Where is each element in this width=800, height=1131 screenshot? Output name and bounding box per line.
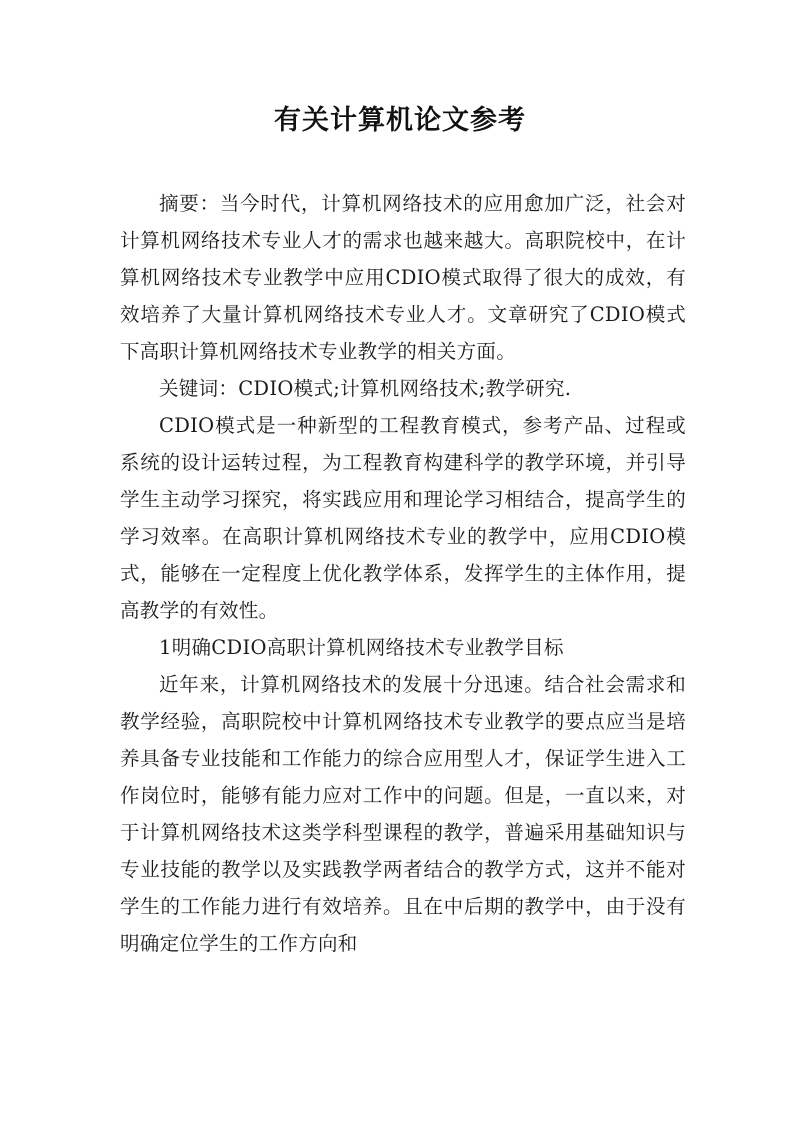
- body-paragraph: 近年来，计算机网络技术的发展十分迅速。结合社会需求和教学经验，高职院校中计算机网络技术专业教学的要点应当是培养具备专业技能和工作能力的综合应用型人才，保证学生进入工作岗位时，能够有能力应对工作中的问题。但是，一直以来，对于计算机网络技术这类学科型课程的教学，普遍采用基础知识与专业技能的教学以及实践教学两者结合的教学方式，这并不能对学生的工作能力进行有效培养。且在中后期的教学中，由于没有明确定位学生的工作方向和: [120, 673, 686, 955]
- section-heading: 1明确CDIO高职计算机网络技术专业教学目标: [159, 636, 564, 659]
- document-body: [120, 185, 686, 962]
- keywords-paragraph: 关键词：CDIO模式;计算机网络技术;教学研究.: [159, 377, 572, 400]
- abstract-paragraph: 摘要：当今时代，计算机网络技术的应用愈加广泛，社会对计算机网络技术专业人才的需求也越来越大。高职院校中，在计算机网络技术专业教学中应用CDIO模式取得了很大的成效，有效培养了大量计算机网络技术专业人才。文章研究了CDIO模式下高职计算机网络技术专业教学的相关方面。: [120, 192, 686, 363]
- intro-paragraph: CDIO模式是一种新型的工程教育模式，参考产品、过程或系统的设计运转过程，为工程教育构建科学的教学环境，并引导学生主动学习探究，将实践应用和理论学习相结合，提高学生的学习效率。在高职计算机网络技术专业的教学中，应用CDIO模式，能够在一定程度上优化教学体系，发挥学生的主体作用，提高教学的有效性。: [120, 414, 686, 622]
- document-title: 有关计算机论文参考: [274, 105, 526, 136]
